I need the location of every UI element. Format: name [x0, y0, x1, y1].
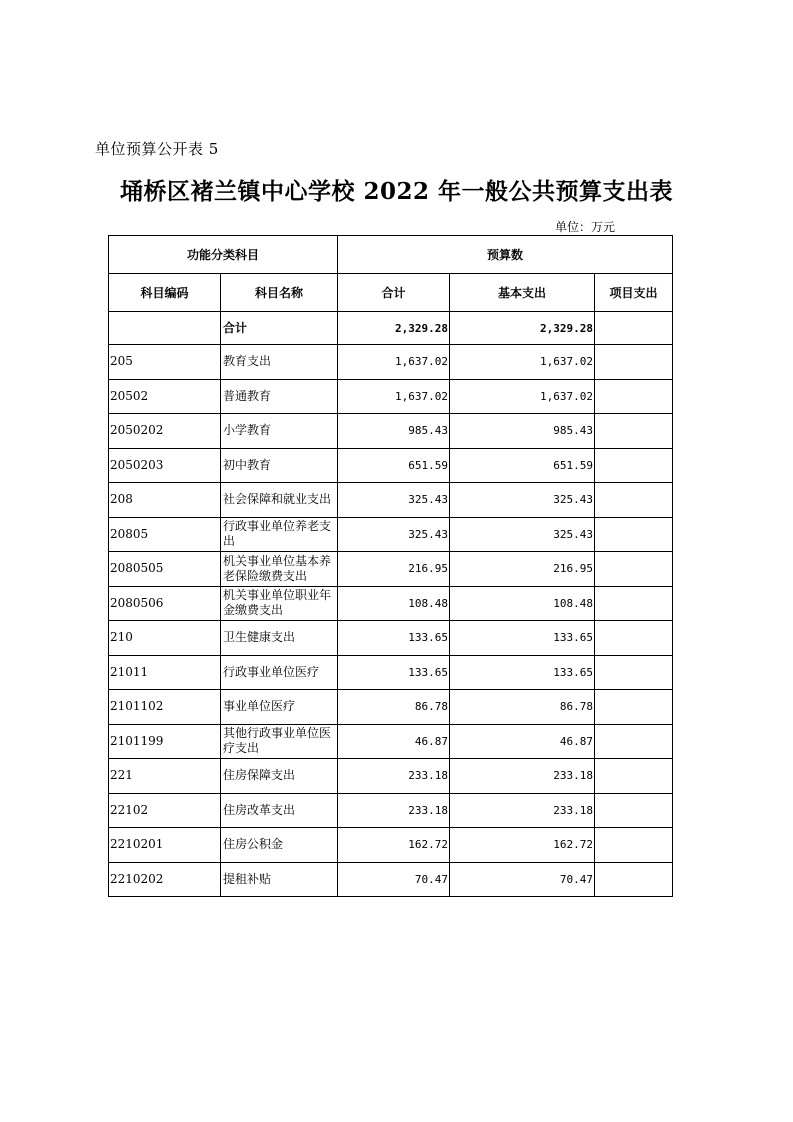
row-name: 行政事业单位医疗 — [221, 655, 338, 690]
group-header-row — [109, 236, 673, 274]
row-code: 2210202 — [109, 862, 221, 897]
row-total: 325.43 — [338, 517, 450, 552]
row-basic: 46.87 — [450, 724, 595, 759]
row-basic: 233.18 — [450, 759, 595, 794]
row-code: 2101199 — [109, 724, 221, 759]
row-name: 社会保障和就业支出 — [221, 483, 338, 518]
row-project — [595, 414, 673, 449]
row-project — [595, 345, 673, 380]
row-total: 216.95 — [338, 552, 450, 587]
row-project — [595, 586, 673, 621]
budget-amount-header: 预算数 — [338, 236, 673, 274]
total-name: 合计 — [221, 312, 338, 345]
row-project — [595, 517, 673, 552]
row-code: 2101102 — [109, 690, 221, 725]
total-basic: 2,329.28 — [450, 312, 595, 345]
row-name: 住房公积金 — [221, 828, 338, 863]
row-basic: 1,637.02 — [450, 345, 595, 380]
row-total: 108.48 — [338, 586, 450, 621]
table-row — [109, 483, 673, 518]
row-basic: 133.65 — [450, 655, 595, 690]
name-column-header: 科目名称 — [221, 274, 338, 312]
row-total: 233.18 — [338, 759, 450, 794]
table-row — [109, 793, 673, 828]
row-total: 86.78 — [338, 690, 450, 725]
table-row — [109, 621, 673, 656]
table-body — [109, 312, 673, 897]
row-code: 20502 — [109, 379, 221, 414]
row-project — [595, 862, 673, 897]
table-row — [109, 862, 673, 897]
row-basic: 86.78 — [450, 690, 595, 725]
project-column-header: 项目支出 — [595, 274, 673, 312]
table-row — [109, 690, 673, 725]
row-name: 初中教育 — [221, 448, 338, 483]
row-total: 651.59 — [338, 448, 450, 483]
row-project — [595, 759, 673, 794]
table-row — [109, 345, 673, 380]
row-code: 2080506 — [109, 586, 221, 621]
row-name: 其他行政事业单位医疗支出 — [221, 724, 338, 759]
row-total: 133.65 — [338, 621, 450, 656]
row-basic: 70.47 — [450, 862, 595, 897]
table-row — [109, 448, 673, 483]
row-project — [595, 690, 673, 725]
row-code: 22102 — [109, 793, 221, 828]
row-name: 普通教育 — [221, 379, 338, 414]
row-basic: 216.95 — [450, 552, 595, 587]
row-name: 小学教育 — [221, 414, 338, 449]
row-total: 325.43 — [338, 483, 450, 518]
row-project — [595, 793, 673, 828]
table-row — [109, 655, 673, 690]
row-total: 46.87 — [338, 724, 450, 759]
row-project — [595, 621, 673, 656]
row-basic: 233.18 — [450, 793, 595, 828]
table-row — [109, 552, 673, 587]
row-total: 162.72 — [338, 828, 450, 863]
row-total: 233.18 — [338, 793, 450, 828]
table-label: 单位预算公开表 5 — [95, 140, 219, 158]
row-basic: 162.72 — [450, 828, 595, 863]
table-row — [109, 724, 673, 759]
row-project — [595, 379, 673, 414]
total-row — [109, 312, 673, 345]
row-project — [595, 483, 673, 518]
row-code: 2050203 — [109, 448, 221, 483]
row-name: 事业单位医疗 — [221, 690, 338, 725]
basic-column-header: 基本支出 — [450, 274, 595, 312]
row-basic: 325.43 — [450, 483, 595, 518]
table-row — [109, 759, 673, 794]
functional-category-header: 功能分类科目 — [109, 236, 338, 274]
table-row — [109, 379, 673, 414]
code-column-header: 科目编码 — [109, 274, 221, 312]
total-code — [109, 312, 221, 345]
row-name: 卫生健康支出 — [221, 621, 338, 656]
row-code: 2080505 — [109, 552, 221, 587]
unit-label: 单位：万元 — [555, 220, 616, 234]
row-code: 208 — [109, 483, 221, 518]
budget-table — [108, 235, 673, 897]
row-basic: 651.59 — [450, 448, 595, 483]
row-name: 行政事业单位养老支出 — [221, 517, 338, 552]
row-basic: 133.65 — [450, 621, 595, 656]
table-row — [109, 586, 673, 621]
row-name: 教育支出 — [221, 345, 338, 380]
row-project — [595, 448, 673, 483]
row-code: 20805 — [109, 517, 221, 552]
row-project — [595, 828, 673, 863]
row-total: 70.47 — [338, 862, 450, 897]
row-code: 210 — [109, 621, 221, 656]
table-row — [109, 414, 673, 449]
row-name: 提租补贴 — [221, 862, 338, 897]
row-name: 机关事业单位基本养老保险缴费支出 — [221, 552, 338, 587]
column-header-row — [109, 274, 673, 312]
row-code: 205 — [109, 345, 221, 380]
row-basic: 1,637.02 — [450, 379, 595, 414]
row-total: 985.43 — [338, 414, 450, 449]
row-total: 133.65 — [338, 655, 450, 690]
row-basic: 325.43 — [450, 517, 595, 552]
row-code: 2210201 — [109, 828, 221, 863]
row-name: 住房保障支出 — [221, 759, 338, 794]
row-basic: 108.48 — [450, 586, 595, 621]
table-row — [109, 828, 673, 863]
row-code: 221 — [109, 759, 221, 794]
row-name: 机关事业单位职业年金缴费支出 — [221, 586, 338, 621]
total-column-header: 合计 — [338, 274, 450, 312]
row-basic: 985.43 — [450, 414, 595, 449]
row-total: 1,637.02 — [338, 345, 450, 380]
row-name: 住房改革支出 — [221, 793, 338, 828]
page-title: 埇桥区褚兰镇中心学校 2022 年一般公共预算支出表 — [119, 178, 674, 205]
row-project — [595, 724, 673, 759]
row-code: 2050202 — [109, 414, 221, 449]
row-project — [595, 655, 673, 690]
total-project — [595, 312, 673, 345]
row-code: 21011 — [109, 655, 221, 690]
row-total: 1,637.02 — [338, 379, 450, 414]
table-row — [109, 517, 673, 552]
row-project — [595, 552, 673, 587]
total-amount: 2,329.28 — [338, 312, 450, 345]
